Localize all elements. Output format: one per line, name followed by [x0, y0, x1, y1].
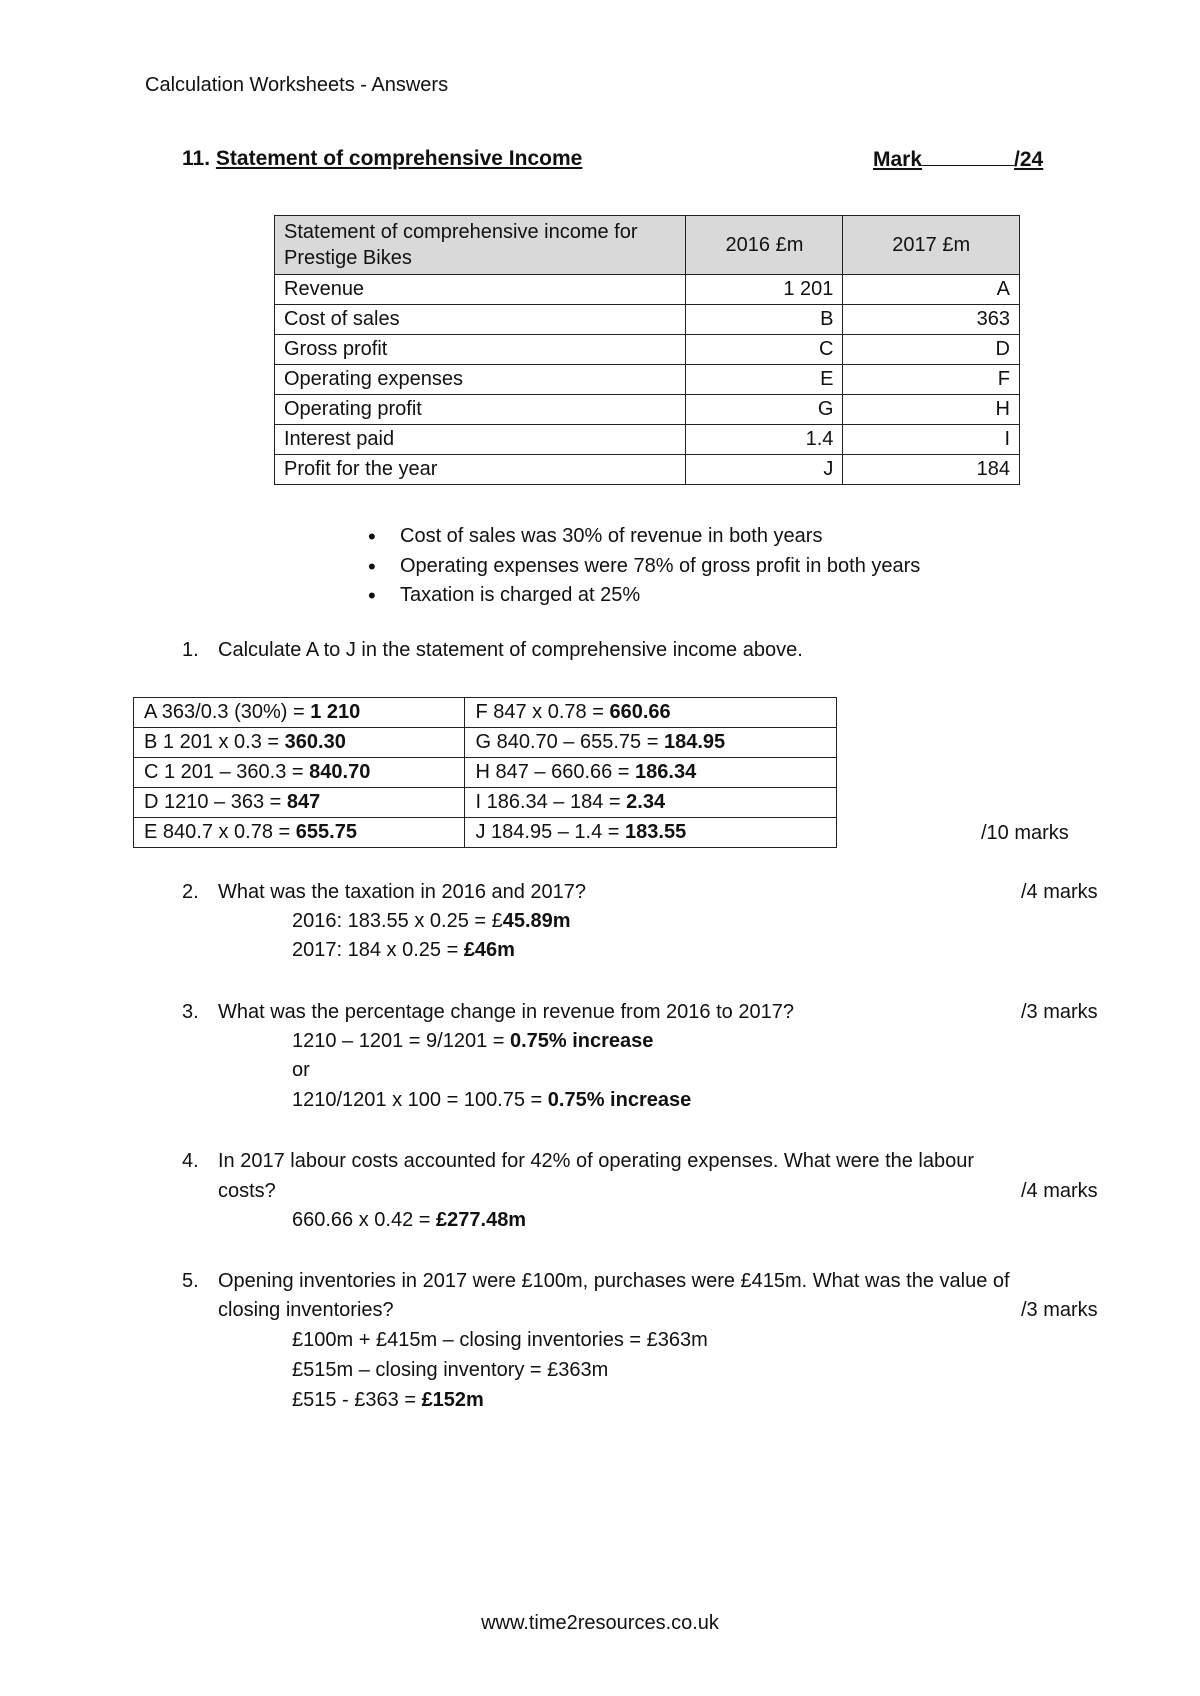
answer-cell — [465, 698, 837, 728]
value-2016: B — [686, 305, 843, 335]
question-3-number: 3. — [182, 1001, 199, 1023]
answer-cell — [465, 788, 837, 818]
answer-result: 847 — [286, 791, 321, 813]
question-5-text-continued: closing inventories? — [218, 1299, 394, 1321]
section-title-text: Statement of comprehensive Income — [215, 147, 583, 170]
question-2-text: What was the taxation in 2016 and 2017? — [218, 881, 587, 903]
table-row — [275, 305, 1020, 335]
answer-line — [292, 1209, 526, 1232]
answer-line: £100m + £415m – closing inventories = £363m — [292, 1329, 708, 1351]
answer-calc: G 840.70 – 655.75 = — [475, 731, 664, 753]
answer-result: 360.30 — [284, 731, 346, 753]
answer-calc: 660.66 x 0.42 = — [292, 1209, 437, 1231]
answer-calc: 1210 – 1201 = 9/1201 = — [292, 1030, 510, 1052]
answer-calc: 2017: 184 x 0.25 = — [292, 939, 464, 961]
question-5-marks: /3 marks — [1021, 1299, 1098, 1321]
table-row — [275, 365, 1020, 395]
answer-result: £277.48m — [436, 1209, 527, 1231]
value-2017: A — [843, 275, 1020, 305]
value-2016: C — [686, 335, 843, 365]
row-label: Gross profit — [275, 335, 686, 365]
answer-result: 655.75 — [295, 821, 357, 843]
value-2016: G — [686, 395, 843, 425]
row-label: Revenue — [275, 275, 686, 305]
answer-line — [292, 939, 515, 962]
answer-line — [292, 1089, 691, 1112]
value-2016: E — [686, 365, 843, 395]
answer-result: 184.95 — [663, 731, 726, 753]
answer-result: £46m — [463, 939, 515, 961]
answer-cell — [465, 758, 837, 788]
answer-result: £152m — [421, 1389, 484, 1411]
answer-line: £515m – closing inventory = £363m — [292, 1359, 609, 1381]
answer-result: 1 210 — [310, 701, 361, 723]
row-label: Profit for the year — [275, 455, 686, 485]
answer-calc: H 847 – 660.66 = — [475, 761, 636, 783]
section-number: 11. — [182, 147, 211, 170]
mark-blank — [922, 147, 1014, 166]
table-row — [134, 788, 837, 818]
section-title — [182, 147, 582, 171]
table-row — [134, 758, 837, 788]
answer-result: 45.89m — [502, 910, 571, 932]
answer-line — [292, 1030, 653, 1053]
table-row — [134, 698, 837, 728]
answer-cell — [465, 818, 837, 848]
answer-or: or — [292, 1059, 310, 1081]
answer-calc: I 186.34 – 184 = — [475, 791, 627, 813]
value-2016: 1.4 — [686, 425, 843, 455]
table-row — [134, 728, 837, 758]
answer-calc: A 363/0.3 (30%) = — [144, 701, 311, 723]
answer-result: 183.55 — [625, 821, 687, 843]
table-row — [275, 335, 1020, 365]
answer-line — [292, 910, 571, 933]
statement-header-2016: 2016 £m — [686, 216, 843, 275]
statement-header-2017: 2017 £m — [843, 216, 1020, 275]
value-2017: 363 — [843, 305, 1020, 335]
question-1-number: 1. — [182, 639, 199, 661]
value-2016: 1 201 — [686, 275, 843, 305]
question-2-number: 2. — [182, 881, 199, 903]
table-row — [134, 818, 837, 848]
row-label: Interest paid — [275, 425, 686, 455]
answer-result: 0.75% increase — [509, 1030, 654, 1052]
mark-out-of: /24 — [1014, 148, 1044, 171]
answer-cell — [134, 698, 465, 728]
answer-calc: 1210/1201 x 100 = 100.75 = — [292, 1089, 548, 1111]
answer-calc: 2016: 183.55 x 0.25 = £ — [292, 910, 503, 932]
answer-cell — [134, 788, 465, 818]
row-label: Cost of sales — [275, 305, 686, 335]
answer-calc: B 1 201 x 0.3 = — [144, 731, 285, 753]
answer-cell — [134, 758, 465, 788]
answer-calc: F 847 x 0.78 = — [475, 701, 610, 723]
list-item: • Operating expenses were 78% of gross profit in both years — [368, 552, 920, 582]
statement-header-row — [275, 216, 1020, 275]
value-2017: F — [843, 365, 1020, 395]
question-1-marks: /10 marks — [981, 822, 1069, 844]
value-2017: H — [843, 395, 1020, 425]
notes-list — [368, 522, 920, 611]
mark-total — [873, 147, 1043, 172]
question-5-text: Opening inventories in 2017 were £100m, purchases were £415m. What was the value of — [218, 1270, 1010, 1292]
list-item: • Cost of sales was 30% of revenue in both years — [368, 522, 920, 552]
table-row — [275, 395, 1020, 425]
question-5-number: 5. — [182, 1270, 199, 1292]
answer-cell — [134, 818, 465, 848]
answer-calc: E 840.7 x 0.78 = — [144, 821, 296, 843]
answer-result: 0.75% increase — [547, 1089, 692, 1111]
mark-label: Mark — [873, 148, 923, 171]
answer-calc: C 1 201 – 360.3 = — [144, 761, 310, 783]
answer-line — [292, 1389, 484, 1412]
statement-header-label: Statement of comprehensive income for Prestige Bikes — [275, 216, 686, 275]
answer-calc: J 184.95 – 1.4 = — [475, 821, 626, 843]
answer-result: 660.66 — [609, 701, 671, 723]
answers-table — [133, 697, 837, 848]
answer-result: 186.34 — [635, 761, 697, 783]
question-4-text-continued: costs? — [218, 1180, 276, 1202]
row-label: Operating profit — [275, 395, 686, 425]
page-footer: www.time2resources.co.uk — [481, 1612, 719, 1634]
answer-cell — [465, 728, 837, 758]
question-4-marks: /4 marks — [1021, 1180, 1098, 1202]
table-row — [275, 275, 1020, 305]
answer-calc: D 1210 – 363 = — [144, 791, 287, 813]
question-3-text: What was the percentage change in revenue from 2016 to 2017? — [218, 1001, 794, 1023]
statement-table — [274, 215, 1020, 485]
question-4-number: 4. — [182, 1150, 199, 1172]
answer-calc: £515 - £363 = — [292, 1389, 422, 1411]
row-label: Operating expenses — [275, 365, 686, 395]
value-2017: D — [843, 335, 1020, 365]
question-1-text: Calculate A to J in the statement of comprehensive income above. — [218, 639, 803, 661]
answer-cell — [134, 728, 465, 758]
answer-result: 840.70 — [309, 761, 371, 783]
value-2017: I — [843, 425, 1020, 455]
value-2017: 184 — [843, 455, 1020, 485]
value-2016: J — [686, 455, 843, 485]
table-row — [275, 455, 1020, 485]
question-3-marks: /3 marks — [1021, 1001, 1098, 1023]
page-header: Calculation Worksheets - Answers — [145, 74, 449, 96]
question-2-marks: /4 marks — [1021, 881, 1098, 903]
question-4-text: In 2017 labour costs accounted for 42% of operating expenses. What were the labour — [218, 1150, 975, 1172]
answer-result: 2.34 — [626, 791, 666, 813]
table-row — [275, 425, 1020, 455]
list-item: • Taxation is charged at 25% — [368, 581, 920, 611]
